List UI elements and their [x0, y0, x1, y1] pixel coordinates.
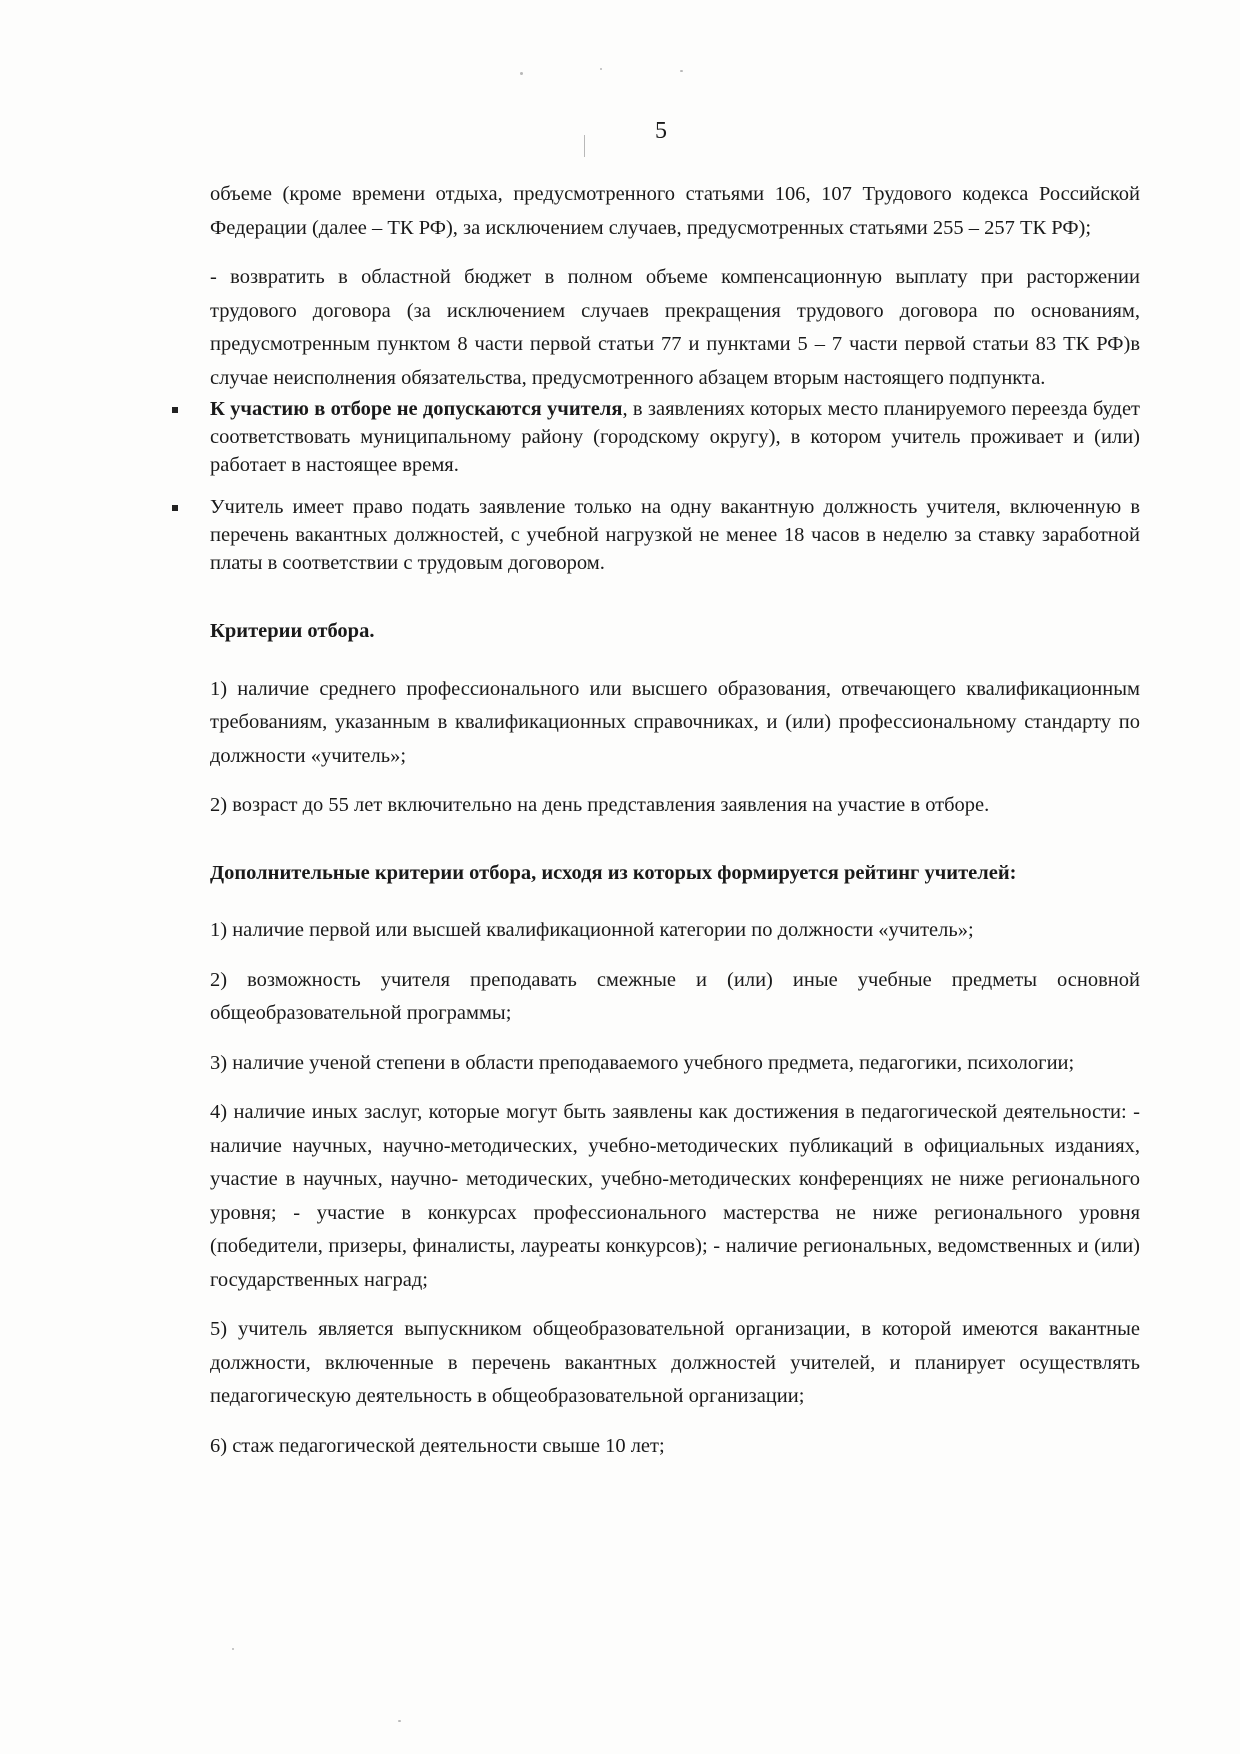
additional-criteria-item: 6) стаж педагогической деятельности свыше 10 лет;	[210, 1434, 665, 1457]
criteria-heading-text: Критерии отбора.	[210, 620, 375, 642]
criteria-item: 2) возраст до 55 лет включительно на день представления заявления на участие в отборе.	[210, 794, 990, 816]
page-content	[210, 178, 1140, 1463]
scan-speck	[520, 72, 523, 75]
bullet-list	[210, 395, 1140, 577]
scan-speck	[584, 135, 585, 157]
scan-speck	[398, 1720, 401, 1722]
additional-criteria-item: 2) возможность учителя преподавать смежные и (или) иные учебные предметы основной общеобразовательной программы;	[210, 968, 1140, 1024]
bullet-text: , в заявлениях которых место планируемого переезда будет соответствовать муниципальному району (городскому округу), в котором учитель проживает и (или) работает в настоящее время.	[210, 398, 1140, 476]
bullet-item	[210, 493, 1140, 577]
square-bullet-icon	[172, 505, 178, 511]
criteria-heading	[210, 615, 1140, 649]
additional-criteria-heading	[210, 857, 1140, 891]
intro-paragraph-2: - возвратить в областной бюджет в полном объеме компенсационную выплату при расторжении трудового договора (за исключением случаев прекращения трудового договора по основаниям, предусмотренным пунктом 8 части первой статьи 77 и пунктами 5 – 7 части первой статьи 83 ТК РФ)в случае неисполнения обязательства, предусмотренного абзацем вторым настоящего подпункта.	[210, 266, 1140, 389]
additional-criteria-item: 4) наличие иных заслуг, которые могут быть заявлены как достижения в педагогической деятельности: - наличие научных, научно-методических, учебно-методических публикаций в официальных изданиях, участие в научных, научно- методических, учебно-методических конференциях не ниже регионального уровня; - участие в конкурсах профессионального мастерства не ниже регионального уровня (победители, призеры, финалисты, лауреаты конкурсов); - наличие региональных, ведомственных и (или) государственных наград;	[210, 1101, 1140, 1291]
square-bullet-icon	[172, 407, 178, 413]
additional-criteria-item: 1) наличие первой или высшей квалификационной категории по должности «учитель»;	[210, 919, 974, 941]
additional-criteria-item: 3) наличие ученой степени в области преподаваемого учебного предмета, педагогики, психологии;	[210, 1051, 1075, 1074]
scan-speck	[680, 70, 683, 72]
bullet-text: Учитель имеет право подать заявление только на одну вакантную должность учителя, включенную в перечень вакантных должностей, с учебной нагрузкой не менее 18 часов в неделю за ставку заработной платы в соответствии с трудовым договором.	[210, 496, 1140, 574]
scan-speck	[600, 68, 602, 70]
bullet-item	[210, 395, 1140, 479]
additional-criteria-item: 5) учитель является выпускником общеобразовательной организации, в которой имеются вакантные должности, включенные в перечень вакантных должностей учителей, и планирует осуществлять педагогическую деятельность в общеобразовательной организации;	[210, 1318, 1140, 1407]
scan-speck	[232, 1648, 234, 1650]
criteria-item: 1) наличие среднего профессионального или высшего образования, отвечающего квалификационным требованиям, указанным в квалификационных справочниках, и (или) профессиональному стандарту по должности «учитель»;	[210, 677, 1140, 767]
bullet-bold-text: К участию в отборе не допускаются учителя	[210, 398, 623, 420]
page-number: 5	[655, 118, 667, 144]
intro-paragraph-1: объеме (кроме времени отдыха, предусмотренного статьями 106, 107 Трудового кодекса Российской Федерации (далее – ТК РФ), за исключением случаев, предусмотренных статьями 255 – 257 ТК РФ);	[210, 183, 1140, 239]
additional-criteria-heading-text: Дополнительные критерии отбора, исходя из которых формируется рейтинг учителей:	[210, 861, 1017, 884]
